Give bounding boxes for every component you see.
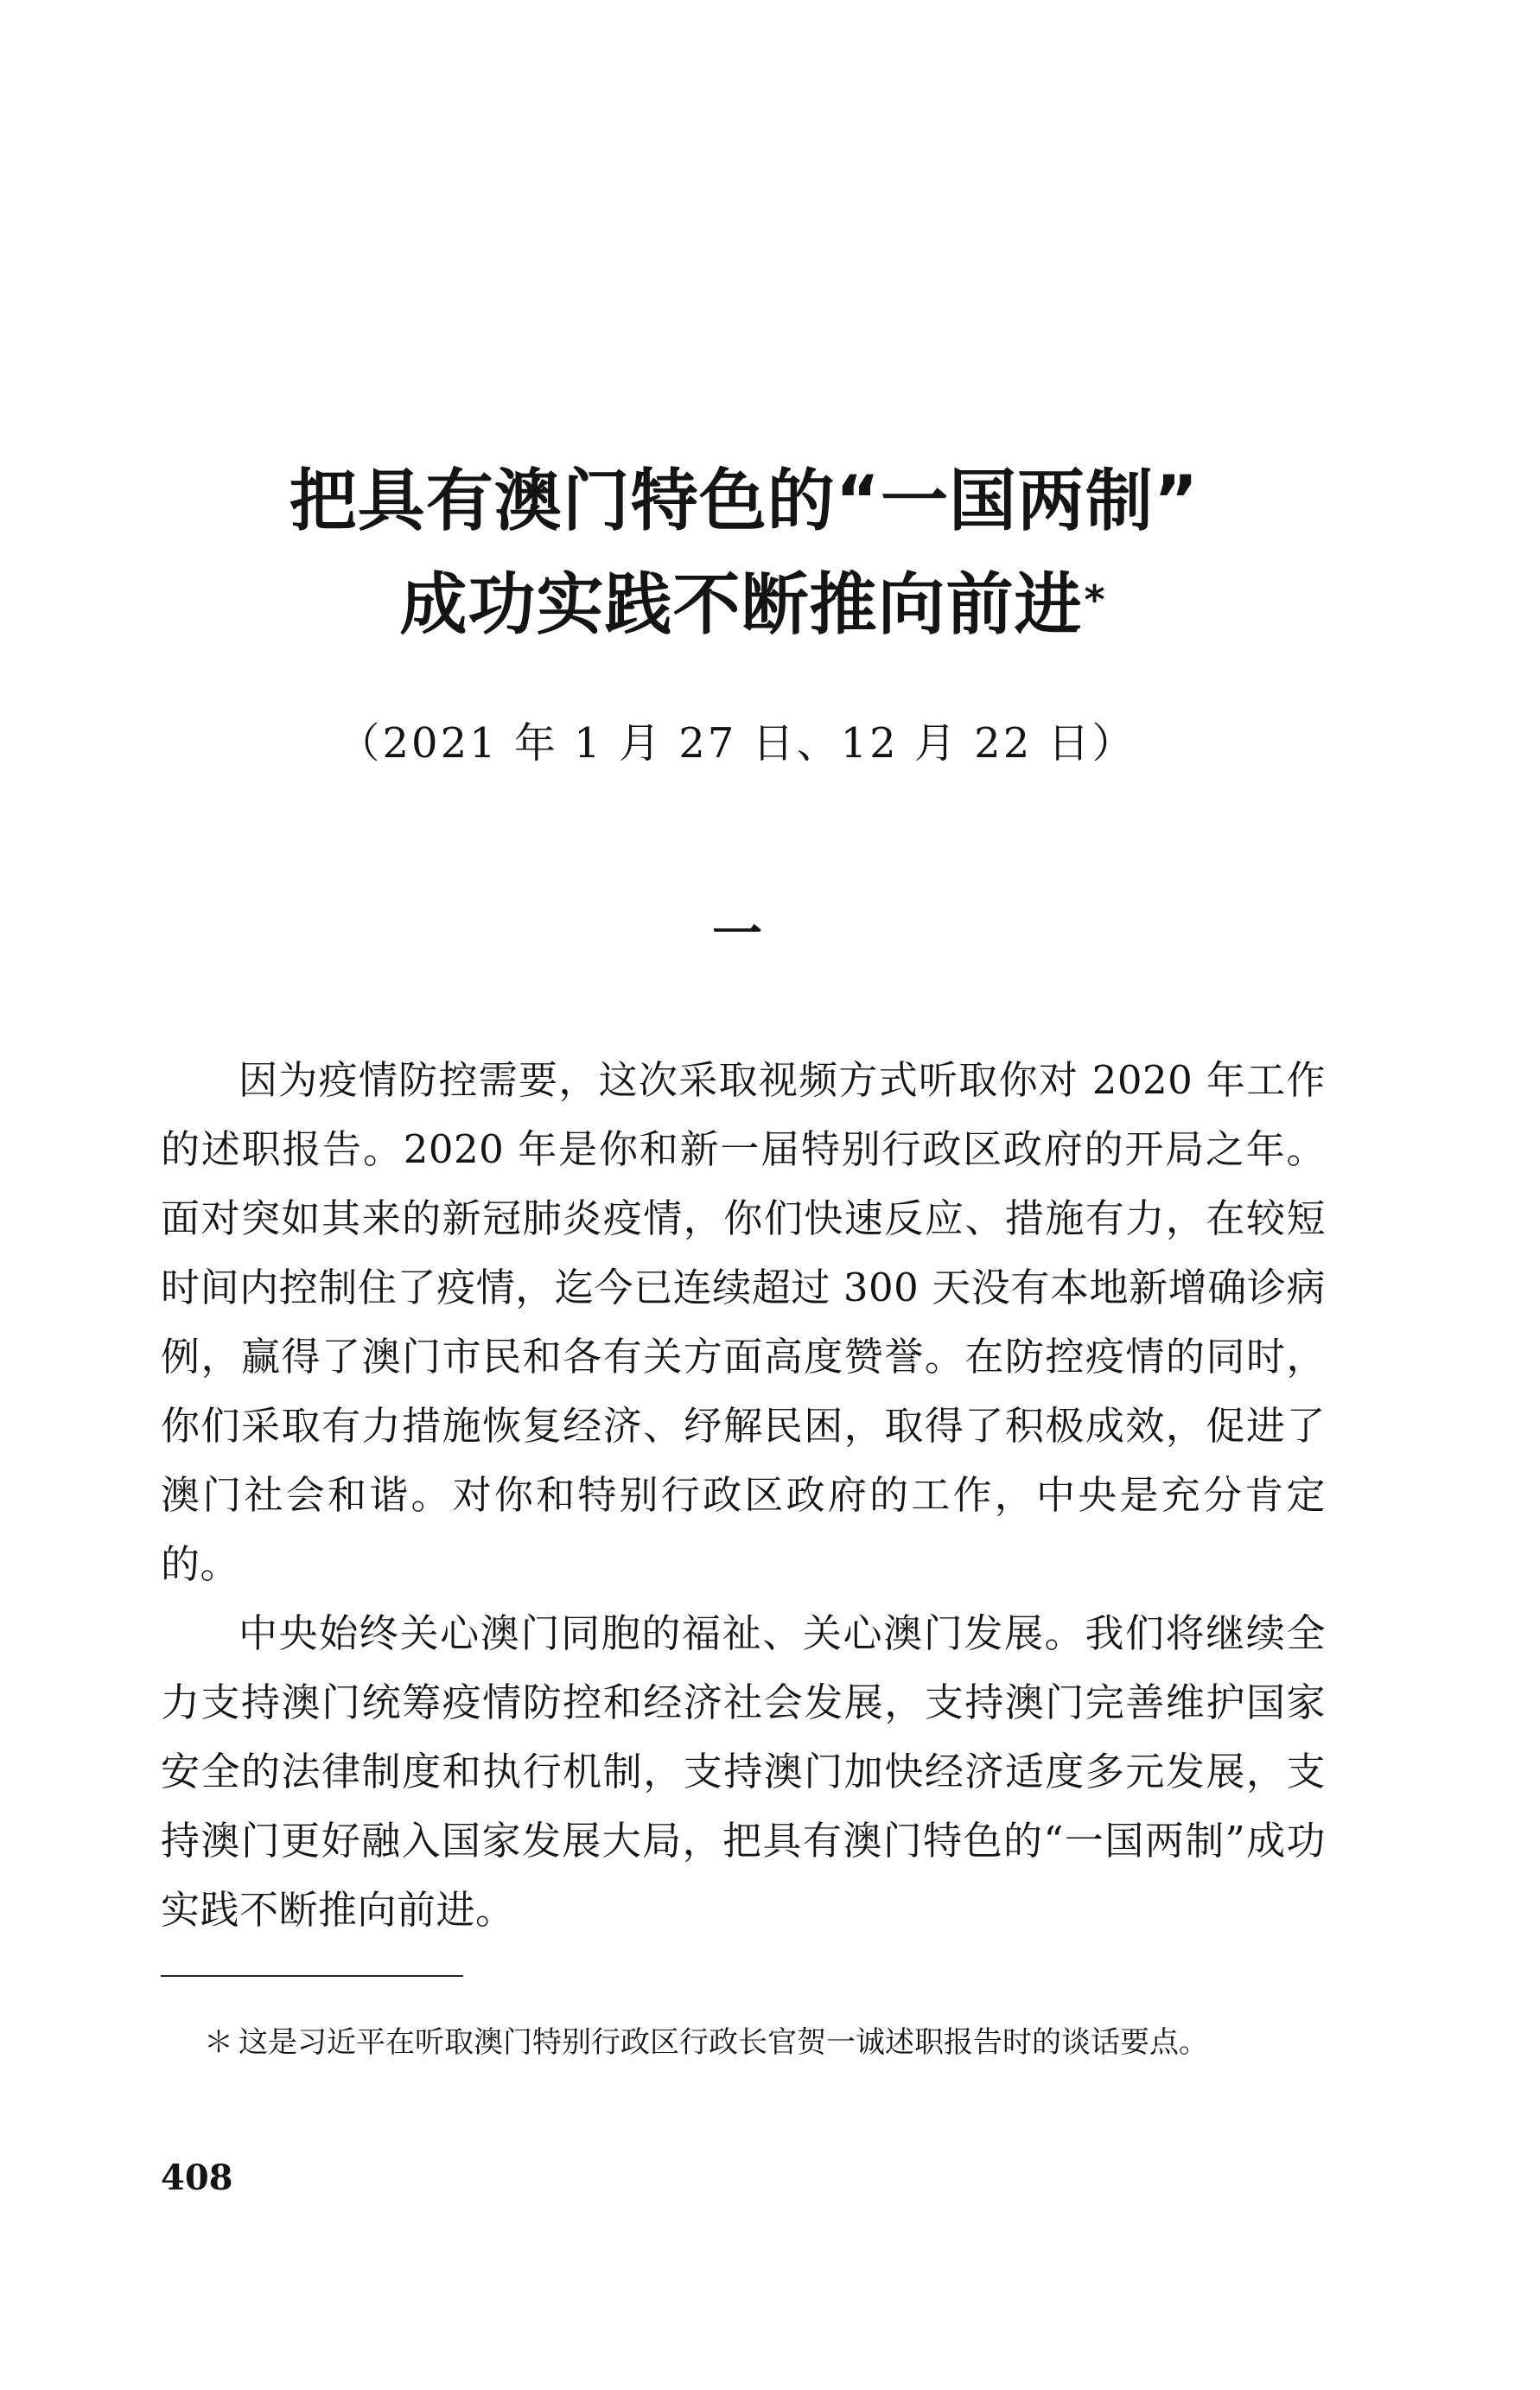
article-title-line-2 (0, 562, 1523, 648)
footnote-mark: ＊ (204, 2025, 233, 2060)
body-paragraph-2: 中央始终关心澳门同胞的福祉、关心澳门发展。我们将继续全力支持澳门统筹疫情防控和经济社会发展，支持澳门完善维护国家安全的法律制度和执行机制，支持澳门加快经济适度多元发展，支持澳门更好融入国家发展大局，把具有澳门特色的“一国两制”成功实践不断推向前进。 (161, 1610, 1326, 1933)
body-paragraph-1: 因为疫情防控需要，这次采取视频方式听取你对 2020 年工作的述职报告。2020 年是你和新一届特别行政区政府的开局之年。面对突如其来的新冠肺炎疫情，你们快速反应、措施有力，在较短时间内控制住了疫情，迄今已连续超过 300 天没有本地新增确诊病例，赢得了澳门市民和各有关方面高度赞誉。在防控疫情的同时，你们采取有力措施恢复经济、纾解民困，取得了积极成效，促进了澳门社会和谐。对你和特别行政区政府的工作，中央是充分肯定的。 (161, 1057, 1326, 1587)
title-footnote-mark: * (1084, 577, 1106, 623)
footnote-divider (161, 1975, 463, 1977)
title-line-1-text: 把具有澳门特色的“一国两制” (289, 462, 1200, 540)
footnote (204, 2021, 1345, 2064)
footnote-text: 这是习近平在听取澳门特别行政区行政长官贺一诚述职报告时的谈话要点。 (239, 2025, 1208, 2060)
title-line-2-text: 成功实践不断推向前进 (399, 566, 1083, 644)
section-number: 一 (711, 904, 762, 963)
page-number: 408 (161, 2157, 233, 2198)
article-date: （2021 年 1 月 27 日、12 月 22 日） (338, 719, 1136, 768)
article-title-line-1 (0, 458, 1514, 545)
